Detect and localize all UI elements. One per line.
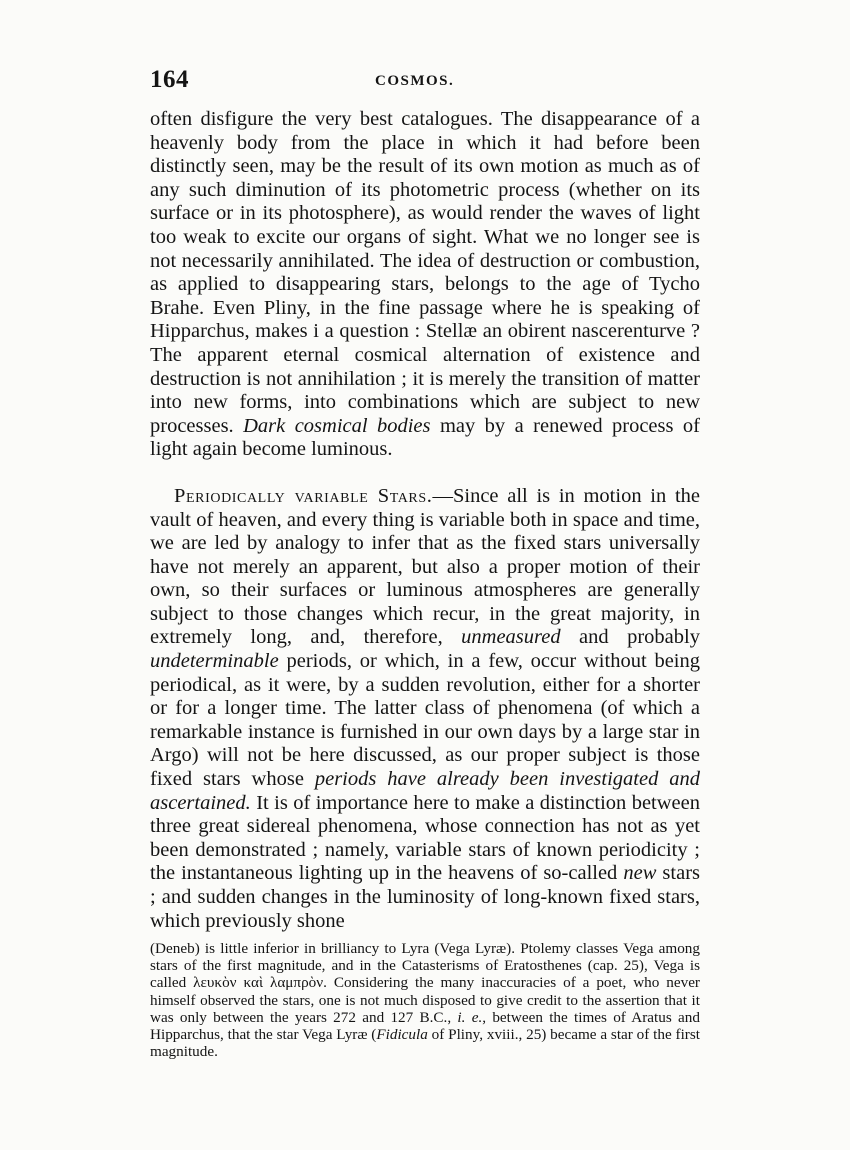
italic-phrase: Fidicula	[376, 1026, 428, 1044]
paragraph-text: It is of importance here to make a distinction between three great sidereal phenomena, whose connection has not as yet been demonstrated ; namely, variable stars of known periodicity ; the instantaneous lighting up in the heavens of so-called	[150, 791, 700, 885]
footnote-segment: (Deneb) is little inferior in brilliancy to Lyra (Vega Lyræ). Ptolemy classes Vega among stars of the first magnitude, and in the Catasterisms of Eratosthenes (cap. 25), Vega is called λευκὸν καὶ λαμπρὸν. Considering the many inaccuracies of a poet, who never himself observed the stars, one is not much disposed to give credit to the assertion that it was only between the years 272 and 127 B.C.,	[150, 940, 700, 1026]
italic-phrase: periods have already been investigated and ascertained.	[150, 768, 700, 814]
paragraph-text: stars ; and sudden changes in the luminosity of long-known fixed stars, which previously shone	[150, 862, 701, 932]
paragraph-variable-stars	[150, 485, 700, 933]
paragraph-text: —Since all is in motion in the vault of heaven, and every thing is variable both in space and time, we are led by analogy to infer that as the fixed stars universally have not merely an apparent, but also a proper motion of their own, so their surfaces or luminous atmospheres are generally subject to those changes which recur, in the great majority, in extremely long, and, therefore,	[150, 484, 700, 649]
page-number: 164	[150, 66, 189, 93]
paragraph-gap	[150, 462, 700, 485]
main-text	[150, 108, 700, 933]
running-head: COSMOS.	[375, 73, 455, 89]
italic-phrase: i. e.	[457, 1008, 483, 1026]
paragraph-text: periods, or which, in a few, occur without being periodical, as it were, by a sudden revolution, either for a shorter or for a longer time. The latter class of phenomena (of which a remarkable instance is furnished in our own days by a large star in Argo) will not be here discussed, as our proper subject is those fixed stars whose	[150, 650, 700, 791]
italic-phrase: Dark cosmical bodies	[243, 414, 431, 437]
italic-phrase: undeterminable	[150, 650, 279, 673]
footnote-segment: , between the times of Aratus and Hipparchus, that the star Vega Lyræ (	[150, 1008, 700, 1044]
footnote-segment: of Pliny, xviii., 25) became a star of the first magnitude.	[150, 1026, 700, 1061]
section-heading: Periodically variable Stars.	[174, 484, 433, 507]
paragraph-text: and probably	[560, 626, 700, 649]
footnote	[150, 940, 700, 1060]
paragraph-text: may by a renewed process of light again become luminous.	[150, 414, 700, 461]
page-header	[150, 66, 700, 96]
paragraph-text: often disfigure the very best catalogues. The disappearance of a heavenly body from the place in which it had before been distinctly seen, may be the result of its own motion as much as of any such diminution of its photometric process (whether on its surface or in its photosphere), as would render the waves of light too weak to excite our organs of sight. What we no longer see is not necessarily annihilated. The idea of destruction or combustion, as applied to disappearing stars, belongs to the age of Tycho Brahe. Even Pliny, in the fine passage where he is speaking of Hipparchus, makes i a question : Stellæ an obirent nascerenturve ? The apparent eternal cosmical alternation of existence and destruction is not annihilation ; it is merely the transition of matter into new forms, into combinations which are subject to new processes.	[150, 108, 700, 437]
italic-phrase: new	[623, 862, 657, 885]
paragraph-continuation	[150, 108, 700, 462]
italic-phrase: unmeasured	[461, 626, 561, 649]
footnote-text	[150, 940, 700, 1060]
